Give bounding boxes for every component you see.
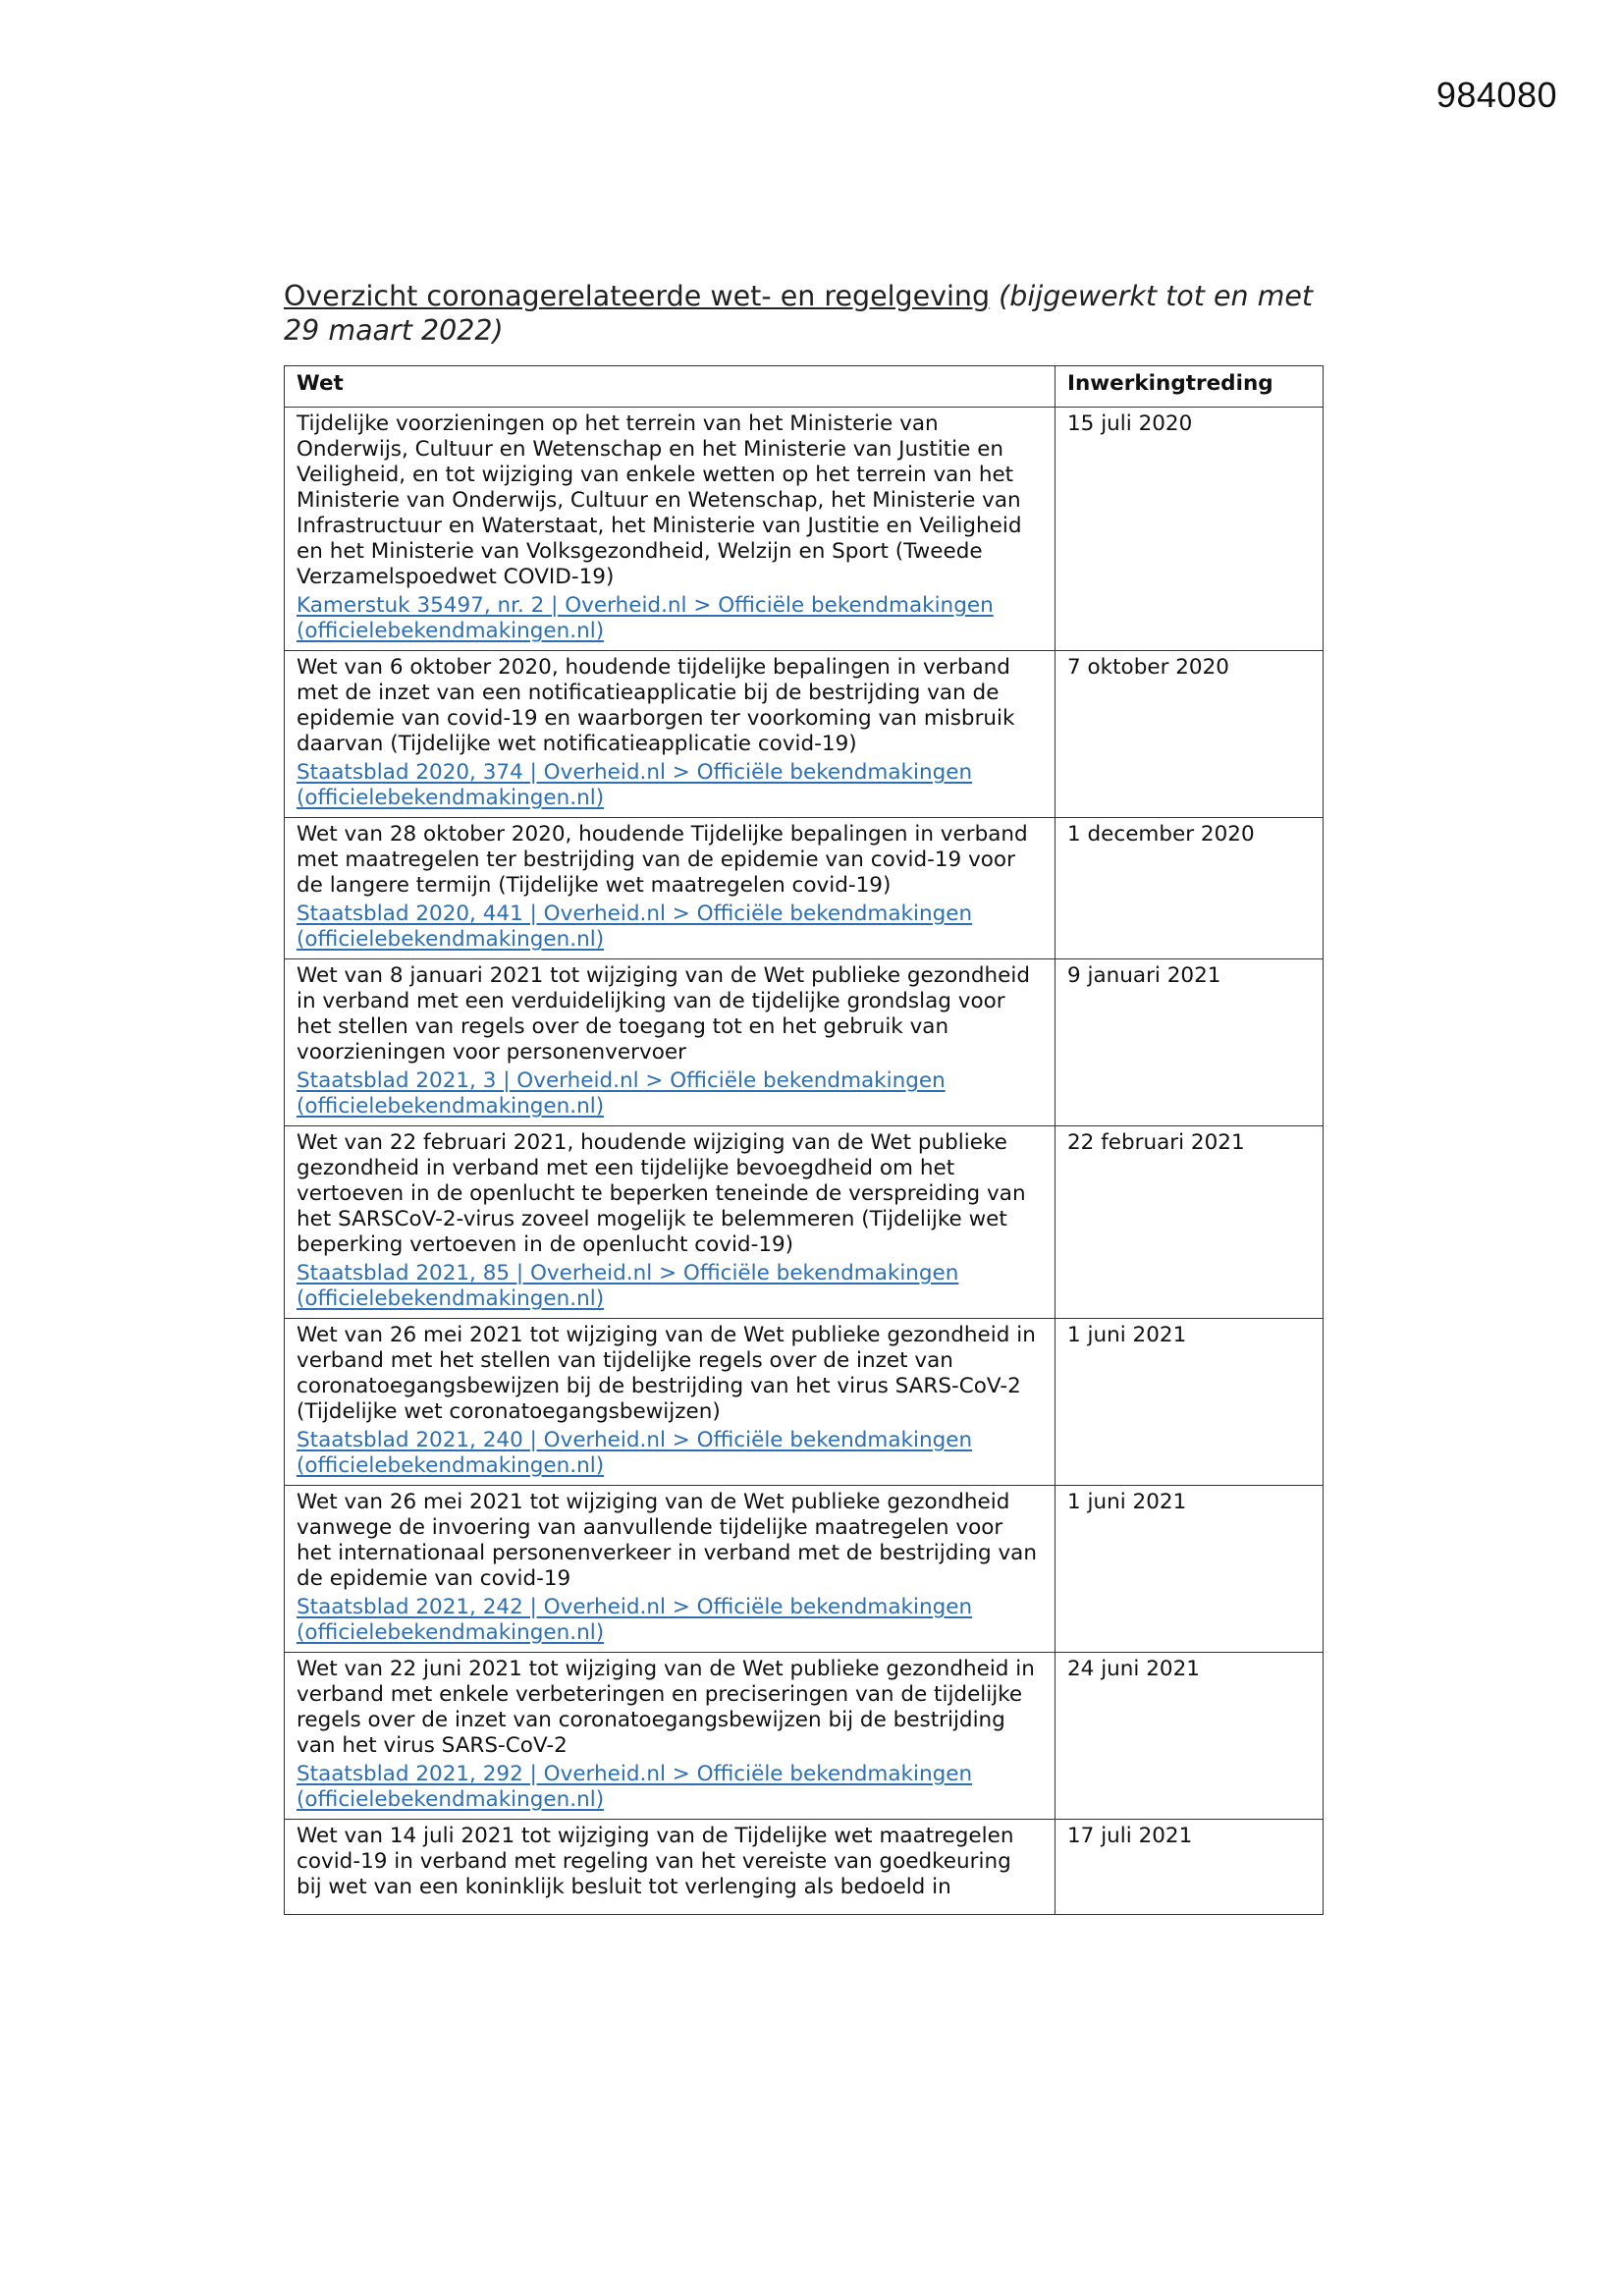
law-cell (285, 408, 1056, 651)
document-title (284, 279, 1323, 348)
effective-date: 22 februari 2021 (1056, 1126, 1324, 1319)
column-header-inwerkingtreding: Inwerkingtreding (1056, 366, 1324, 408)
table-row (285, 959, 1324, 1126)
table-row (285, 1653, 1324, 1820)
law-cell (285, 818, 1056, 959)
table-row (285, 1126, 1324, 1319)
law-cell (285, 1126, 1056, 1319)
effective-date: 17 juli 2021 (1056, 1820, 1324, 1915)
law-cell (285, 1653, 1056, 1820)
table-row (285, 1319, 1324, 1486)
law-link[interactable]: Staatsblad 2021, 242 | Overheid.nl > Officiële bekendmakingen (officielebekendmakingen.nl) (297, 1595, 973, 1645)
effective-date: 9 januari 2021 (1056, 959, 1324, 1126)
law-description: Wet van 26 mei 2021 tot wijziging van de Wet publieke gezondheid in verband met het stellen van tijdelijke regels over de inzet van coronatoegangsbewijzen bij de bestrijding van het virus SARS-CoV-2 (Tijdelijke wet coronatoegangsbewijzen) (297, 1323, 1036, 1424)
document-id: 984080 (1435, 75, 1557, 115)
effective-date: 7 oktober 2020 (1056, 651, 1324, 818)
law-cell (285, 1319, 1056, 1486)
effective-date: 24 juni 2021 (1056, 1653, 1324, 1820)
table-row (285, 818, 1324, 959)
law-table (284, 365, 1324, 1915)
effective-date: 1 juni 2021 (1056, 1486, 1324, 1653)
law-link[interactable]: Staatsblad 2021, 85 | Overheid.nl > Officiële bekendmakingen (officielebekendmakingen.nl) (297, 1261, 959, 1311)
law-description: Wet van 6 oktober 2020, houdende tijdelijke bepalingen in verband met de inzet van een notificatieapplicatie bij de bestrijding van de epidemie van covid-19 en waarborgen ter voorkoming van misbruik daarvan (Tijdelijke wet notificatieapplicatie covid-19) (297, 655, 1015, 756)
law-link[interactable]: Kamerstuk 35497, nr. 2 | Overheid.nl > Officiële bekendmakingen (officielebekendmakingen.nl) (297, 593, 994, 643)
law-description: Wet van 26 mei 2021 tot wijziging van de Wet publieke gezondheid vanwege de invoering van aanvullende tijdelijke maatregelen voor het internationaal personenverkeer in verband met de bestrijding van de epidemie van covid-19 (297, 1490, 1037, 1591)
document-title-main: Overzicht coronagerelateerde wet- en regelgeving (284, 280, 991, 312)
law-description: Wet van 22 februari 2021, houdende wijziging van de Wet publieke gezondheid in verband met een tijdelijke bevoegdheid om het vertoeven in de openlucht te beperken teneinde de verspreiding van het SARSCoV-2-virus zoveel mogelijk te belemmeren (Tijdelijke wet beperking vertoeven in de openlucht covid-19) (297, 1130, 1026, 1257)
effective-date: 15 juli 2020 (1056, 408, 1324, 651)
law-cell (285, 651, 1056, 818)
table-row (285, 651, 1324, 818)
law-description: Wet van 14 juli 2021 tot wijziging van de Tijdelijke wet maatregelen covid-19 in verband met regeling van het vereiste van goedkeuring bij wet van een koninklijk besluit tot verlenging als bedoeld in (297, 1824, 1014, 1899)
column-header-wet: Wet (285, 366, 1056, 408)
law-description: Wet van 22 juni 2021 tot wijziging van de Wet publieke gezondheid in verband met enkele verbeteringen en preciseringen van de tijdelijke regels over de inzet van coronatoegangsbewijzen bij de bestrijding van het virus SARS-CoV-2 (297, 1657, 1035, 1758)
table-header-row (285, 366, 1324, 408)
effective-date: 1 december 2020 (1056, 818, 1324, 959)
law-cell (285, 1820, 1056, 1915)
law-cell (285, 1486, 1056, 1653)
document-body (284, 279, 1323, 1915)
table-row (285, 1486, 1324, 1653)
law-cell (285, 959, 1056, 1126)
law-description: Wet van 8 januari 2021 tot wijziging van de Wet publieke gezondheid in verband met een verduidelijking van de tijdelijke grondslag voor het stellen van regels over de toegang tot en het gebruik van voorzieningen voor personenvervoer (297, 963, 1030, 1065)
document-title-subtitle: (bijgewerkt tot en met 29 maart 2022) (284, 280, 1314, 347)
table-row (285, 408, 1324, 651)
law-link[interactable]: Staatsblad 2021, 292 | Overheid.nl > Officiële bekendmakingen (officielebekendmakingen.nl) (297, 1762, 973, 1812)
law-link[interactable]: Staatsblad 2020, 441 | Overheid.nl > Officiële bekendmakingen (officielebekendmakingen.nl) (297, 902, 973, 952)
law-description: Tijdelijke voorzieningen op het terrein van het Ministerie van Onderwijs, Cultuur en Wetenschap en het Ministerie van Justitie en Veiligheid, en tot wijziging van enkele wetten op het terrein van het Ministerie van Onderwijs, Cultuur en Wetenschap, het Ministerie van Infrastructuur en Waterstaat, het Ministerie van Justitie en Veiligheid en het Ministerie van Volksgezondheid, Welzijn en Sport (Tweede Verzamelspoedwet COVID-19) (297, 411, 1022, 589)
law-link[interactable]: Staatsblad 2021, 3 | Overheid.nl > Officiële bekendmakingen (officielebekendmakingen.nl) (297, 1068, 946, 1119)
effective-date: 1 juni 2021 (1056, 1319, 1324, 1486)
law-link[interactable]: Staatsblad 2020, 374 | Overheid.nl > Officiële bekendmakingen (officielebekendmakingen.nl) (297, 760, 973, 810)
law-link[interactable]: Staatsblad 2021, 240 | Overheid.nl > Officiële bekendmakingen (officielebekendmakingen.nl) (297, 1428, 973, 1478)
table-row (285, 1820, 1324, 1915)
law-description: Wet van 28 oktober 2020, houdende Tijdelijke bepalingen in verband met maatregelen ter bestrijding van de epidemie van covid-19 voor de langere termijn (Tijdelijke wet maatregelen covid-19) (297, 822, 1028, 898)
